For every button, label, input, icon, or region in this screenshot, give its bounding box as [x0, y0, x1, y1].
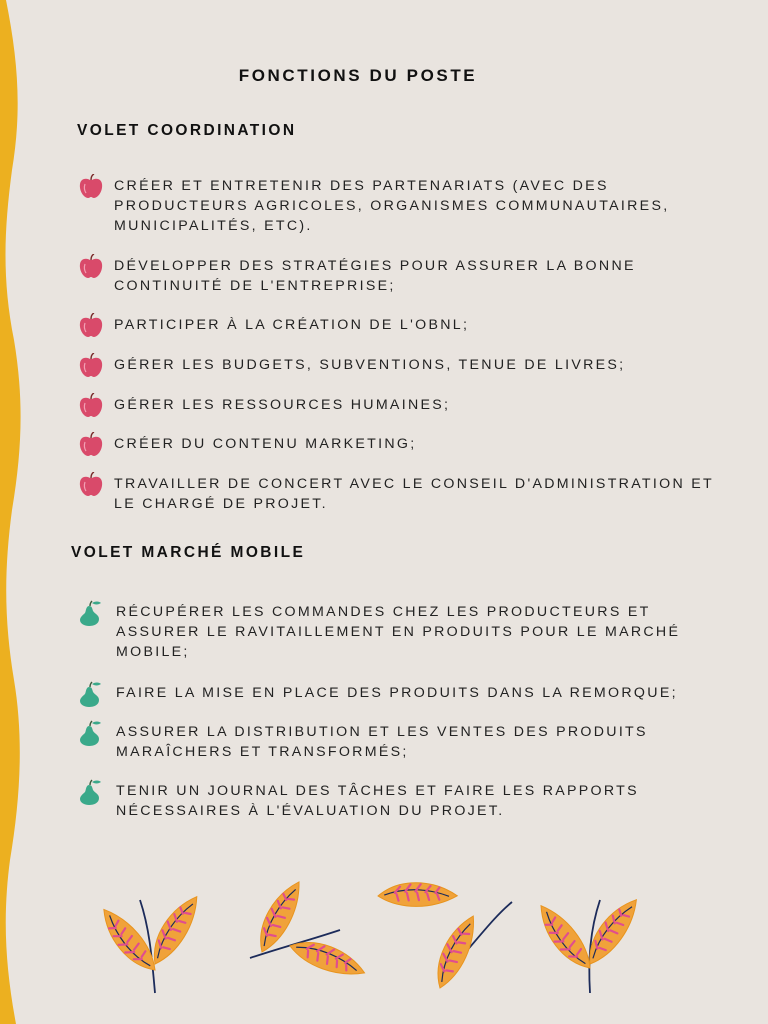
list-item [77, 355, 734, 379]
leaf-pair-1 [98, 892, 211, 993]
apple-icon [77, 393, 105, 419]
page-title: FONCTIONS DU POSTE [238, 66, 478, 85]
apple-icon [77, 313, 105, 339]
apple-icon [77, 472, 105, 498]
leaf-pair-3 [377, 876, 512, 991]
list-item [77, 315, 734, 339]
leaf-pair-4 [535, 895, 649, 993]
list-item [77, 602, 736, 662]
apple-icon [77, 432, 105, 458]
list-item-text: GÉRER LES RESSOURCES HUMAINES; [114, 397, 451, 413]
list-item-text: ASSURER LA DISTRIBUTION ET LES VENTES DES PRODUITS MARAÎCHERS ET TRANSFORMÉS; [116, 724, 648, 760]
apple-icon [77, 174, 105, 200]
list-item-text: GÉRER LES BUDGETS, SUBVENTIONS, TENUE DE LIVRES; [114, 357, 626, 373]
pear-icon [77, 779, 105, 805]
list-item [77, 722, 736, 762]
list-item-text: FAIRE LA MISE EN PLACE DES PRODUITS DANS LA REMORQUE; [116, 685, 678, 701]
list-item [77, 683, 736, 707]
list-item-text: PARTICIPER À LA CRÉATION DE L'OBNL; [114, 317, 470, 333]
section-title-marche-mobile: VOLET MARCHÉ MOBILE [71, 544, 306, 561]
list-item-text: DÉVELOPPER DES STRATÉGIES POUR ASSURER LA BONNE CONTINUITÉ DE L'ENTREPRISE; [114, 258, 636, 294]
list-item-text: CRÉER ET ENTRETENIR DES PARTENARIATS (AVEC DES PRODUCTEURS AGRICOLES, ORGANISMES COMMUNAUTAIRES, MUNICIPALITÉS, ETC). [114, 178, 670, 234]
list-item [77, 256, 734, 296]
apple-icon [77, 353, 105, 379]
list-item-text: CRÉER DU CONTENU MARKETING; [114, 436, 417, 452]
list-item-text: TRAVAILLER DE CONCERT AVEC LE CONSEIL D'ADMINISTRATION ET LE CHARGÉ DE PROJET. [114, 476, 714, 512]
leaves-decoration [0, 860, 768, 1010]
section-title-coordination: VOLET COORDINATION [77, 122, 297, 139]
list-item [77, 395, 734, 419]
list-item [77, 474, 734, 514]
leaf-pair-2 [246, 878, 368, 989]
pear-icon [77, 720, 105, 746]
list-item-text: TENIR UN JOURNAL DES TÂCHES ET FAIRE LES RAPPORTS NÉCESSAIRES À L'ÉVALUATION DU PROJET. [116, 783, 639, 819]
pear-icon [77, 681, 105, 707]
list-item [77, 434, 734, 458]
apple-icon [77, 254, 105, 280]
list-item [77, 781, 736, 821]
pear-icon [77, 600, 105, 626]
list-item [77, 176, 734, 236]
list-item-text: RÉCUPÉRER LES COMMANDES CHEZ LES PRODUCTEURS ET ASSURER LE RAVITAILLEMENT EN PRODUITS POUR LE MARCHÉ MOBILE; [116, 604, 681, 660]
